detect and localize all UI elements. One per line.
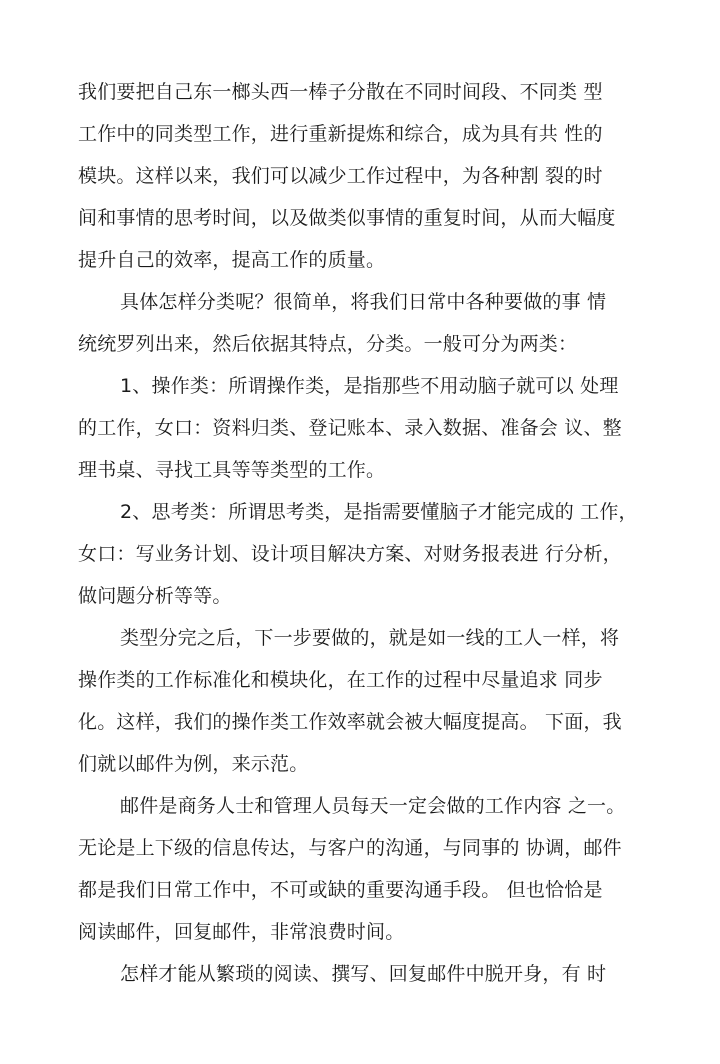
text-line: 操作类的工作标准化和模块化，在工作的过程中尽量追求 同步 bbox=[78, 669, 603, 691]
text-line: 都是我们日常工作中，不可或缺的重要沟通手段。 但也恰恰是 bbox=[78, 879, 603, 901]
text-line: 邮件是商务人士和管理人员每天一定会做的工作内容 之一。 bbox=[120, 795, 626, 817]
text-line: 理书桌、寻找工具等等类型的工作。 bbox=[78, 459, 386, 481]
text-line: 女口：写业务计划、设计项目解决方案、对财务报表进 行分析， bbox=[78, 543, 622, 565]
text-line: 们就以邮件为例，来示范。 bbox=[78, 753, 309, 775]
text-line: 化。这样，我们的操作类工作效率就会被大幅度提高。 下面，我 bbox=[78, 711, 622, 733]
text-line: 间和事情的思考时间，以及做类似事情的重复时间，从而大幅度 bbox=[78, 207, 616, 229]
text-line: 1、操作类：所谓操作类，是指那些不用动脑子就可以 处理 bbox=[120, 375, 619, 397]
text-line: 统统罗列出来，然后依据其特点，分类。一般可分为两类： bbox=[78, 333, 578, 355]
text-line: 2、思考类：所谓思考类，是指需要懂脑子才能完成的 工作， bbox=[120, 501, 638, 523]
text-line: 具体怎样分类呢？很简单，将我们日常中各种要做的事 情 bbox=[120, 291, 607, 313]
text-line: 模块。这样以来，我们可以减少工作过程中，为各种割 裂的时 bbox=[78, 165, 603, 187]
text-line: 无论是上下级的信息传达，与客户的沟通，与同事的 协调，邮件 bbox=[78, 837, 622, 859]
text-line: 怎样才能从繁琐的阅读、撰写、回复邮件中脱开身，有 时 bbox=[120, 963, 607, 985]
text-line: 做问题分析等等。 bbox=[78, 585, 232, 607]
text-line: 阅读邮件，回复邮件，非常浪费时间。 bbox=[78, 921, 405, 943]
text-line: 我们要把自己东一榔头西一棒子分散在不同时间段、不同类 型 bbox=[78, 81, 603, 103]
text-line: 提升自己的效率，提高工作的质量。 bbox=[78, 249, 386, 271]
text-line: 类型分完之后，下一步要做的，就是如一线的工人一样，将 bbox=[120, 627, 620, 649]
text-line: 工作中的同类型工作，进行重新提炼和综合，成为具有共 性的 bbox=[78, 123, 603, 145]
text-line: 的工作，女口：资料归类、登记账本、录入数据、准备会 议、整 bbox=[78, 417, 622, 439]
